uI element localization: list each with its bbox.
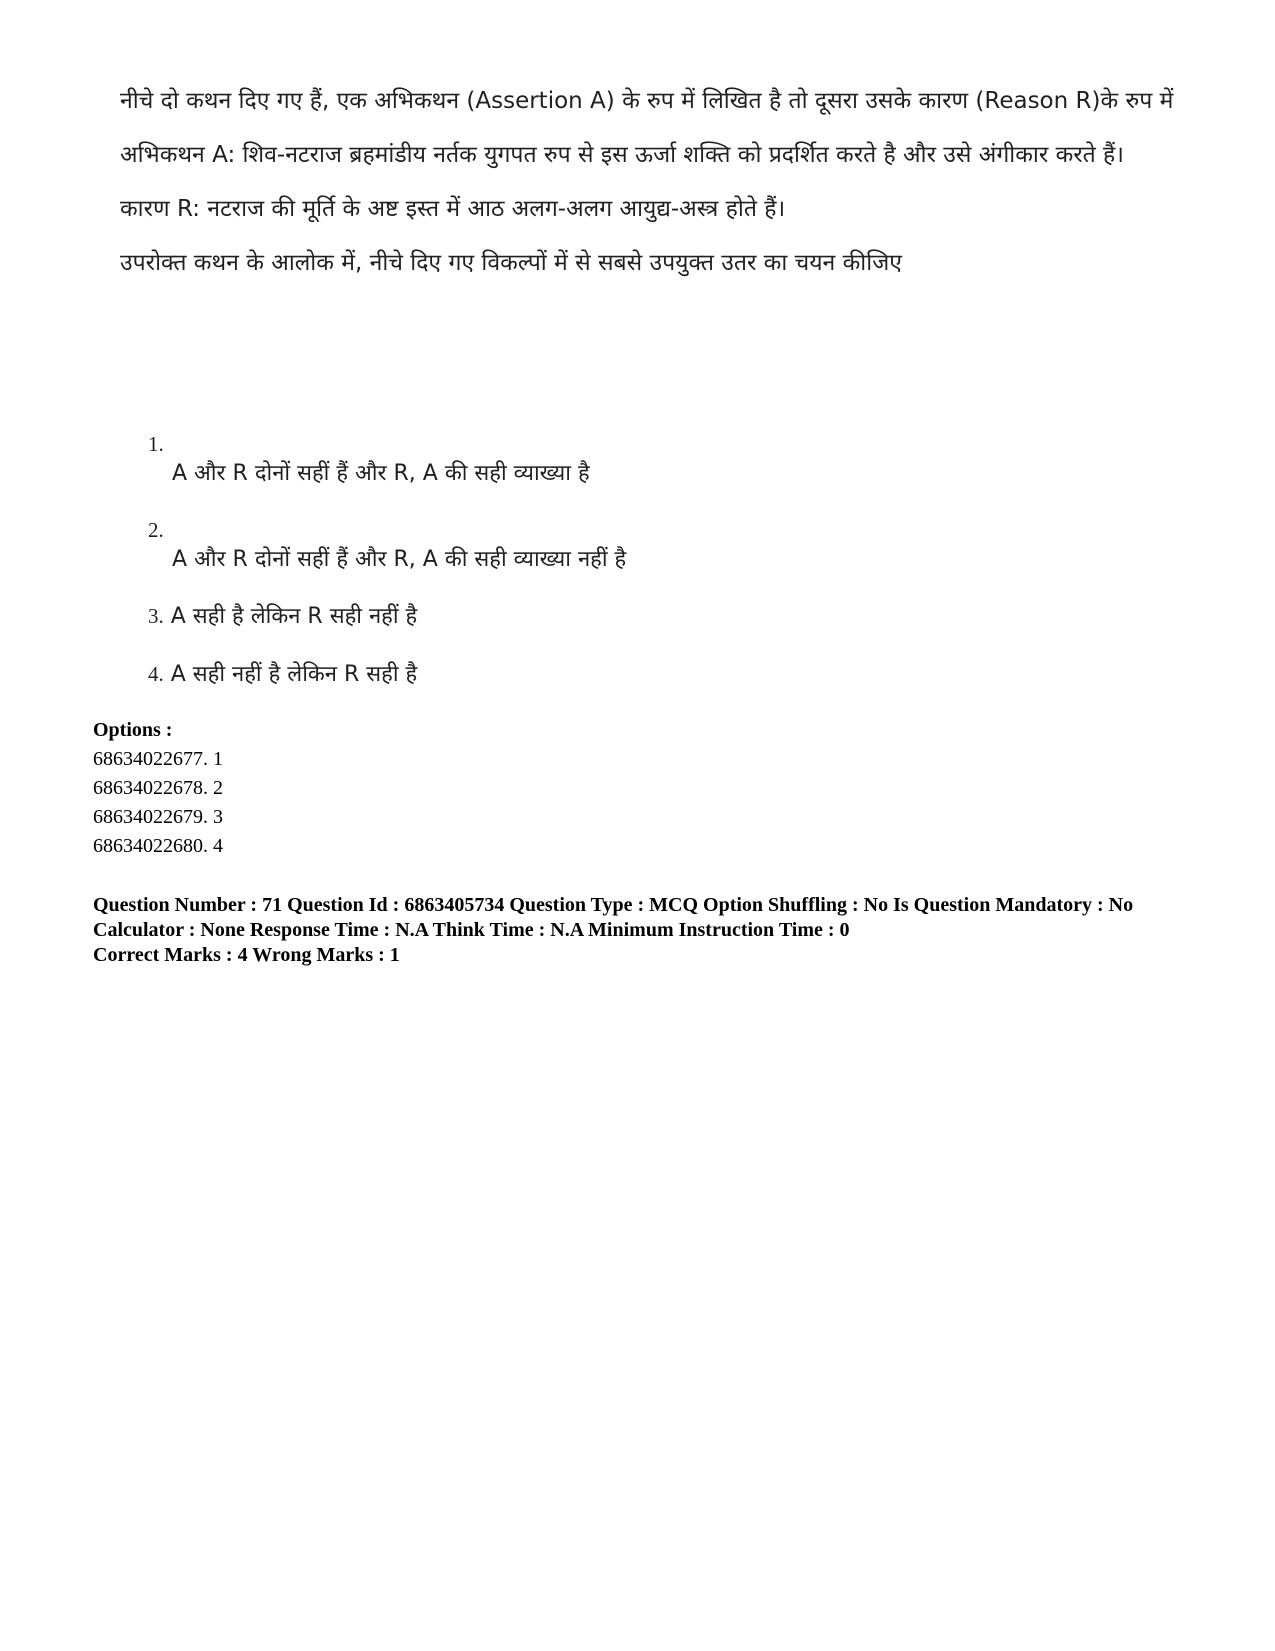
option-id-item: 68634022680. 4 <box>93 835 223 857</box>
options-list <box>93 716 223 861</box>
choice-item <box>148 658 417 691</box>
choice-item <box>148 516 626 576</box>
choice-number: 1. <box>148 432 164 456</box>
options-title: Options : <box>93 719 173 741</box>
question-intro: नीचे दो कथन दिए गए हैं, एक अभिकथन (Assertion A) के रुप में लिखित है तो दूसरा उसके कारण (Reason R)के रुप में <box>120 88 1174 114</box>
choice-number: 4. <box>148 662 164 686</box>
choice-text: A और R दोनों सहीं हैं और R, A की सही व्याख्या नहीं है <box>172 547 627 572</box>
question-meta-line: Question Number : 71 Question Id : 6863405734 Question Type : MCQ Option Shuffling : No Is Question Mandatory : No Calculator : None Response Time : N.A Think Time : N.A Minimum Instruction Time : 0 <box>93 894 1134 941</box>
option-id-item: 68634022678. 2 <box>93 777 223 799</box>
choice-text: A सही नहीं है लेकिन R सही है <box>170 662 418 687</box>
option-id-item: 68634022677. 1 <box>93 748 223 770</box>
option-id-item: 68634022679. 3 <box>93 806 223 828</box>
choice-text: A सही है लेकिन R सही नहीं है <box>170 604 418 629</box>
marks-line: Correct Marks : 4 Wrong Marks : 1 <box>93 944 400 966</box>
choice-number: 3. <box>148 604 164 628</box>
choice-item <box>148 430 590 490</box>
assertion-statement: अभिकथन A: शिव-नटराज ब्रहमांडीय नर्तक युगपत रुप से इस ऊर्जा शक्ति को प्रदर्शित करते है और उसे अंगीकार करते हैं। <box>120 142 1124 168</box>
choice-text: A और R दोनों सहीं हैं और R, A की सही व्याख्या है <box>172 461 590 486</box>
question-instruction: उपरोक्त कथन के आलोक में, नीचे दिए गए विकल्पों में से सबसे उपयुक्त उतर का चयन कीजिए <box>120 250 902 276</box>
choice-number: 2. <box>148 518 164 542</box>
question-block <box>120 86 1180 302</box>
question-metadata <box>93 893 1193 968</box>
reason-statement: कारण R: नटराज की मूर्ति के अष्ट इस्त में आठ अलग-अलग आयुद्य-अस्त्र होते हैं। <box>120 196 786 222</box>
choice-item <box>148 600 417 633</box>
